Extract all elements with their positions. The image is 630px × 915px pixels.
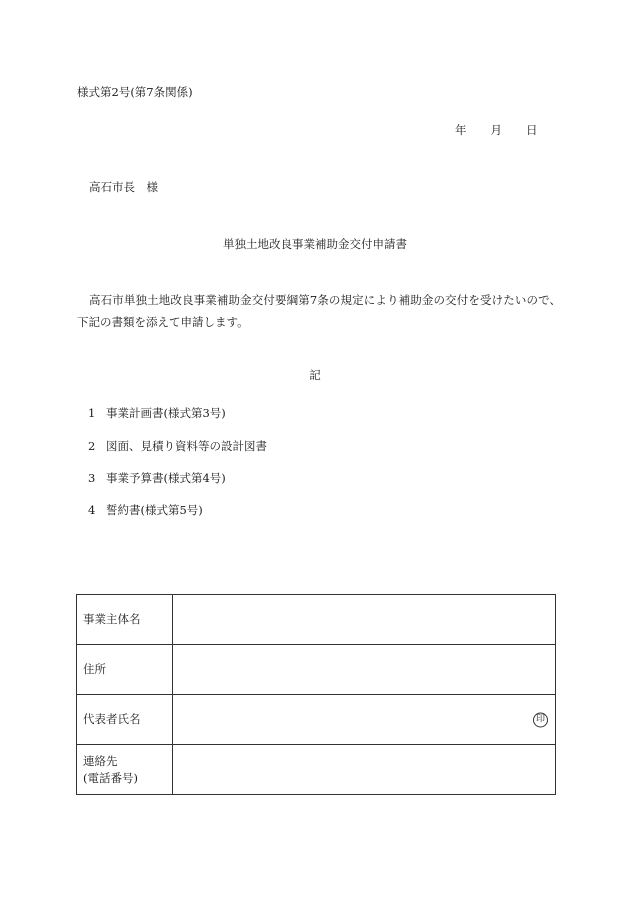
ki-heading: 記	[309, 368, 321, 382]
document-title: 単独土地改良事業補助金交付申請書	[223, 237, 407, 251]
label-contact-line1: 連絡先	[83, 753, 118, 768]
attachment-item	[88, 470, 226, 486]
attachment-number: 2	[88, 439, 96, 453]
label-address: 住所	[77, 645, 173, 695]
attachment-number: 3	[88, 471, 96, 485]
attachment-item	[88, 438, 267, 454]
field-representative-name[interactable]	[173, 695, 556, 745]
label-contact	[77, 745, 173, 795]
attachment-text: 事業予算書(様式第4号)	[106, 471, 226, 485]
date-line	[455, 122, 538, 138]
date-month-label: 月	[490, 123, 502, 137]
table-row	[77, 695, 556, 745]
applicant-info-table	[76, 594, 556, 795]
table-row	[77, 645, 556, 695]
label-representative-name: 代表者氏名	[77, 695, 173, 745]
attachment-text: 事業計画書(様式第3号)	[106, 406, 226, 420]
date-day-label: 日	[526, 123, 538, 137]
date-year-label: 年	[455, 123, 467, 137]
attachment-number: 4	[88, 503, 96, 517]
field-entity-name[interactable]	[173, 595, 556, 645]
field-contact[interactable]	[173, 745, 556, 795]
attachment-number: 1	[88, 406, 96, 420]
field-address[interactable]	[173, 645, 556, 695]
table-row	[77, 745, 556, 795]
seal-mark: 印	[533, 712, 548, 727]
label-entity-name: 事業主体名	[77, 595, 173, 645]
table-row	[77, 595, 556, 645]
addressee: 高石市長 様	[89, 180, 158, 194]
attachment-text: 誓約書(様式第5号)	[106, 503, 203, 517]
attachment-text: 図面、見積り資料等の設計図書	[106, 439, 267, 453]
attachment-item	[88, 502, 203, 518]
body-paragraph: 高石市単独土地改良事業補助金交付要綱第7条の規定により補助金の交付を受けたいので、下記の書類を添えて申請します。	[77, 293, 561, 329]
label-contact-line2: (電話番号)	[83, 770, 138, 785]
form-number: 様式第2号(第7条関係)	[77, 85, 193, 99]
attachment-item	[88, 405, 226, 421]
